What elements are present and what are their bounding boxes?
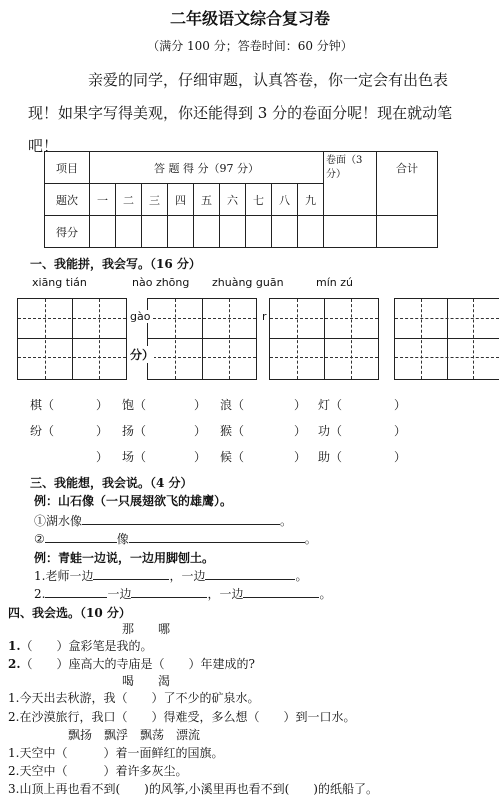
question-number: 四: [168, 184, 194, 216]
choice-q4: 2.在沙漠旅行，我口（ ）得难受，多么想（ ）到一口水。: [8, 710, 356, 724]
question-number: 九: [298, 184, 324, 216]
pinyin-4: mín zú: [316, 276, 353, 289]
char-blank: 纷（: [30, 424, 55, 438]
question-number: 七: [246, 184, 272, 216]
fill-item-1-label: ①湖水像: [34, 514, 83, 528]
question-number: 三: [142, 184, 168, 216]
intro-paragraph: [28, 64, 478, 163]
answer-line[interactable]: [45, 530, 117, 543]
fill-line-2-a: 2.: [34, 587, 46, 601]
period: 。: [280, 514, 293, 528]
char-blank-close: ）: [394, 450, 407, 464]
char-blank: 扬（: [122, 424, 147, 438]
char-blank-close: ）: [294, 424, 307, 438]
intro-line-2: 现！如果字写得美观，你还能得到 3 分的卷面分呢！现在就动笔: [28, 104, 453, 122]
paper-score-header: 卷面（3 分）: [324, 152, 377, 216]
score-cell[interactable]: [168, 216, 194, 248]
choice-q5: 1.天空中（ ）着一面鲜红的国旗。: [8, 746, 224, 760]
overlapped-pinyin: r: [262, 310, 267, 323]
total-header: 合计: [377, 152, 438, 216]
char-blank-close: ）: [394, 398, 407, 412]
char-blank: 功（: [318, 424, 343, 438]
answer-line[interactable]: [93, 567, 169, 580]
char-blank: 饱（: [122, 398, 147, 412]
char-blank-close: ）: [394, 424, 407, 438]
char-blank: 灯（: [318, 398, 343, 412]
answer-line[interactable]: [45, 585, 107, 598]
fill-line-1: [34, 567, 307, 584]
char-blank: 助（: [318, 450, 343, 464]
writing-grid[interactable]: [147, 298, 257, 380]
question-number: 五: [194, 184, 220, 216]
char-blank: 棋（: [30, 398, 55, 412]
char-blank-close: ）: [194, 398, 207, 412]
example-2: 例：青蛙一边说，一边用脚刨土。: [34, 551, 215, 565]
score-cell[interactable]: [324, 216, 377, 248]
period: 。: [295, 569, 308, 583]
fill-line-2-c: ，一边: [207, 587, 244, 601]
char-blank-close: ）: [96, 424, 109, 438]
score-cell[interactable]: [298, 216, 324, 248]
answer-line[interactable]: [129, 530, 305, 543]
choice-q6: 2.天空中（ ）着许多灰尘。: [8, 764, 188, 778]
q-text: （ ）座高大的寺庙是（ ）年建成的?: [20, 657, 255, 671]
fill-item-2-mid: 像: [116, 532, 129, 546]
char-blank-close: ）: [96, 398, 109, 412]
intro-line-3: 吧！: [28, 137, 59, 155]
char-blank-close: ）: [294, 398, 307, 412]
score-cell[interactable]: [194, 216, 220, 248]
score-table: [44, 151, 438, 248]
char-blank: 浪（: [220, 398, 245, 412]
fill-item-2-label: ②: [34, 532, 45, 546]
q-text: （ ）盒彩笔是我的。: [20, 639, 153, 653]
score-cell[interactable]: [142, 216, 168, 248]
period: 。: [319, 587, 332, 601]
answer-line[interactable]: [205, 567, 295, 580]
overlapped-pinyin: gào: [130, 310, 151, 323]
word-pair-2: 喝 渴: [122, 674, 171, 688]
pinyin-2: nào zhōng: [132, 276, 190, 289]
item-label: 项目: [45, 152, 90, 184]
answer-line[interactable]: [131, 585, 207, 598]
writing-grid[interactable]: [269, 298, 379, 380]
pinyin-3: zhuàng guān: [212, 276, 284, 289]
score-cell[interactable]: [246, 216, 272, 248]
writing-grid[interactable]: [394, 298, 499, 380]
char-blank: 候（: [220, 450, 245, 464]
page-title: 二年级语文综合复习卷: [169, 9, 330, 28]
fill-line-2-b: 一边: [107, 587, 132, 601]
period: 。: [304, 532, 317, 546]
pinyin-1: xiāng tián: [32, 276, 87, 289]
score-cell[interactable]: [272, 216, 298, 248]
question-number: 一: [90, 184, 116, 216]
score-cell[interactable]: [377, 216, 438, 248]
score-label: 得分: [45, 216, 90, 248]
overlapped-heading-fragment: 分）: [130, 348, 155, 362]
question-number: 六: [220, 184, 246, 216]
fill-line-1-b: ，一边: [169, 569, 206, 583]
answer-score-header: 答 题 得 分（97 分）: [90, 152, 324, 184]
char-blank-close: ）: [294, 450, 307, 464]
fill-line-1-a: 1.老师一边: [34, 569, 94, 583]
choice-q1: [8, 637, 153, 654]
char-blank: 场（: [122, 450, 147, 464]
fill-line-2: [34, 585, 332, 602]
q-number: 1.: [8, 639, 21, 653]
word-pair-1: 那 哪: [122, 622, 171, 636]
section4-heading: 四、我会选。（10 分）: [8, 606, 131, 620]
char-blank-close: ）: [194, 450, 207, 464]
char-blank-close: ）: [194, 424, 207, 438]
section3-heading: 三、我能想，我会说。（4 分）: [30, 476, 193, 490]
choice-q7: 3.山顶上再也看不到( )的风筝,小溪里再也看不到( )的纸船了。: [8, 782, 378, 796]
char-blank: 猴（: [220, 424, 245, 438]
intro-line-1: 亲爱的同学，仔细审题，认真答卷，你一定会有出色表: [88, 71, 449, 89]
question-number: 二: [116, 184, 142, 216]
choice-q3: 1.今天出去秋游，我（ ）了不少的矿泉水。: [8, 691, 260, 705]
score-cell[interactable]: [90, 216, 116, 248]
question-label: 题次: [45, 184, 90, 216]
fill-item-1: [34, 512, 292, 529]
example-1: 例：山石像（一只展翅欲飞的雄鹰）。: [34, 494, 233, 508]
answer-line[interactable]: [243, 585, 319, 598]
answer-line[interactable]: [82, 512, 280, 525]
page-subtitle: （满分 100 分；答卷时间：60 分钟）: [147, 39, 353, 53]
choice-q2: [8, 655, 255, 672]
score-cell[interactable]: [220, 216, 246, 248]
section1-heading: 一、我能拼，我会写。（16 分）: [30, 257, 201, 271]
q-number: 2.: [8, 657, 21, 671]
writing-grid[interactable]: [17, 298, 127, 380]
score-cell[interactable]: [116, 216, 142, 248]
word-options: 飘扬 飘浮 飘荡 漂流: [68, 728, 201, 742]
fill-item-2: [34, 530, 317, 547]
char-blank-close: ）: [96, 450, 109, 464]
question-number: 八: [272, 184, 298, 216]
